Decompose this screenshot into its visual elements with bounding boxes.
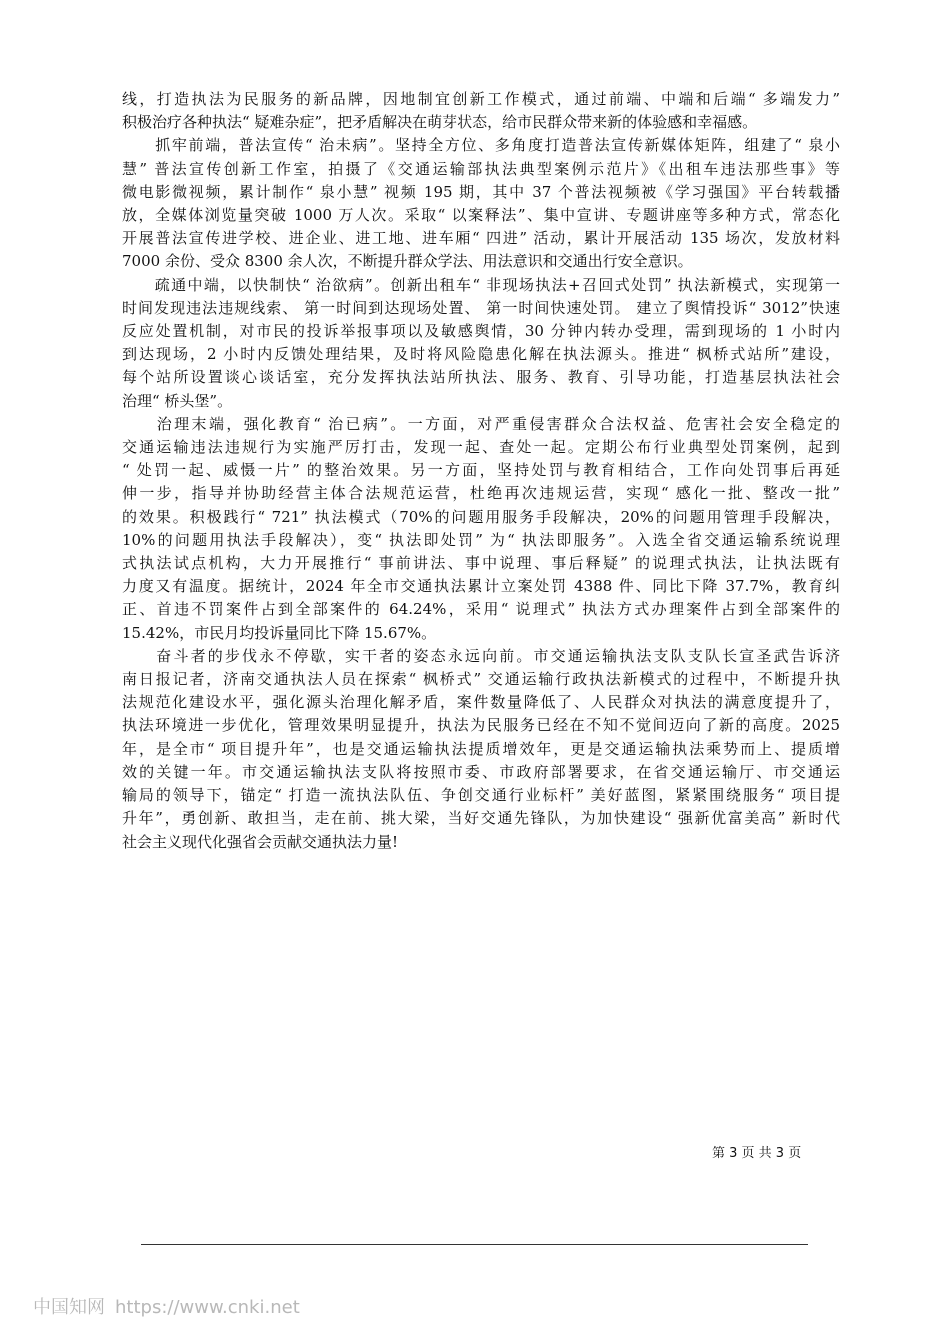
text-line: 积极治疗各种执法“ 疑难杂症”，把矛盾解决在萌芽状态，给市民群众带来新的体验感和幸福感。: [122, 113, 758, 132]
text-line: 15.42%，市民月均投诉量同比下降 15.67%。: [122, 623, 437, 642]
text-line: 效的关键一年。市交通运输执法支队将按照市委、市政府部署要求，在省交通运输厅、市交通运: [122, 762, 840, 781]
text-line: 的效果。积极践行“ 721” 执法模式（70%的问题用服务手段解决，20%的问题用管理手段解决，: [122, 507, 840, 526]
text-line: 交通运输违法违规行为实施严厉打击，发现一起、查处一起。定期公布行业典型处罚案例，起到: [122, 438, 840, 457]
watermark-url: https://www.cnki.net: [115, 1297, 300, 1318]
text-line: 线，打造执法为民服务的新品牌，因地制宜创新工作模式，通过前端、中端和后端“ 多端发力”: [122, 90, 840, 108]
text-line: 治理“ 桥头堡”。: [122, 391, 233, 410]
text-line: 输局的领导下，锚定“ 打造一流执法队伍、争创交通行业标杆” 美好蓝图，紧紧围绕服务“ 项目提: [122, 786, 840, 805]
text-line: 年，是全市“ 项目提升年”，也是交通运输执法提质增效年，更是交通运输执法乘势而上、提质增: [122, 739, 840, 758]
text-line: 放，全媒体浏览量突破 1000 万人次。采取“ 以案释法”、集中宣讲、专题讲座等多种方式，常态化: [122, 206, 840, 225]
text-line: 时间发现违法违规线索、 第一时间到达现场处置、 第一时间快速处罚。 建立了舆情投诉“ 3012”快速: [122, 298, 840, 317]
text-line: 慧” 普法宣传创新工作室，拍摄了《交通运输部执法典型案例示范片》《出租车违法那些事》等: [122, 159, 840, 178]
text-line: 升年”，勇创新、敢担当，走在前、挑大梁，当好交通先锋队，为加快建设“ 强新优富美高” 新时代: [122, 809, 840, 828]
text-line: 每个站所设置谈心谈话室，充分发挥执法站所执法、服务、教育、引导功能，打造基层执法社会: [122, 368, 840, 387]
text-line: 法规范化建设水平，强化源头治理化解矛盾，案件数量降低了、人民群众对执法的满意度提升了，: [122, 693, 840, 712]
watermark-brand: 中国知网: [33, 1297, 105, 1318]
text-line: 开展普法宣传进学校、进企业、进工地、进车厢“ 四进” 活动，累计开展活动 135 场次，发放材料: [122, 229, 840, 248]
text-line: 10%的问题用执法手段解决），变“ 执法即处罚” 为“ 执法即服务”。入选全省交通运输系统说理: [122, 530, 840, 549]
text-line: 力度又有温度。据统计，2024 年全市交通执法累计立案处罚 4388 件、同比下降 37.7%，教育纠: [122, 577, 840, 596]
text-line: 执法环境进一步优化，管理效果明显提升，执法为民服务已经在不知不觉间迈向了新的高度。2025: [122, 716, 840, 735]
text-line: 伸一步，指导并协助经营主体合法规范运营，杜绝再次违规运营，实现“ 感化一批、整改一批”: [122, 484, 840, 503]
text-line: 社会主义现代化强省会贡献交通执法力量!: [122, 832, 399, 851]
text-line: 7000 余份、受众 8300 余人次，不断提升群众学法、用法意识和交通出行安全意识。: [122, 252, 693, 271]
text-line: 正、首违不罚案件占到全部案件的 64.24%，采用“ 说理式” 执法方式办理案件占到全部案件的: [122, 600, 840, 619]
text-line: 抓牢前端，普法宣传“ 治未病”。坚持全方位、多角度打造普法宣传新媒体矩阵，组建了“ 泉小: [122, 136, 840, 155]
article-body: [122, 88, 840, 854]
text-line: 反应处置机制，对市民的投诉举报事项以及敏感舆情，30 分钟内转办受理，需到现场的 1 小时内: [122, 322, 840, 341]
text-line: 南日报记者，济南交通执法人员在探索“ 枫桥式” 交通运输行政执法新模式的过程中，不断提升执: [122, 670, 840, 689]
text-line: 到达现场，2 小时内反馈处理结果，及时将风险隐患化解在执法源头。推进“ 枫桥式站所”建设，: [122, 345, 840, 364]
cnki-watermark: [33, 1293, 300, 1319]
footer-divider: [141, 1244, 808, 1245]
text-line: “ 处罚一起、威慑一片” 的整治效果。另一方面，坚持处罚与教育相结合，工作向处罚事后再延: [122, 461, 840, 480]
text-line: 治理末端，强化教育“ 治已病”。一方面，对严重侵害群众合法权益、危害社会安全稳定的: [122, 414, 840, 433]
text-line: 奋斗者的步伐永不停歇，实干者的姿态永远向前。市交通运输执法支队支队长宣圣武告诉济: [122, 646, 840, 665]
text-line: 疏通中端，以快制快“ 治欲病”。创新出租车“ 非现场执法+召回式处罚” 执法新模式，实现第一: [122, 275, 840, 294]
text-line: 微电影微视频，累计制作“ 泉小慧” 视频 195 期，其中 37 个普法视频被《学习强国》平台转载播: [122, 182, 840, 201]
text-line: 式执法试点机构，大力开展推行“ 事前讲法、事中说理、事后释疑” 的说理式执法，让执法既有: [122, 554, 840, 573]
page-number: 第 3 页 共 3 页: [712, 1146, 802, 1161]
